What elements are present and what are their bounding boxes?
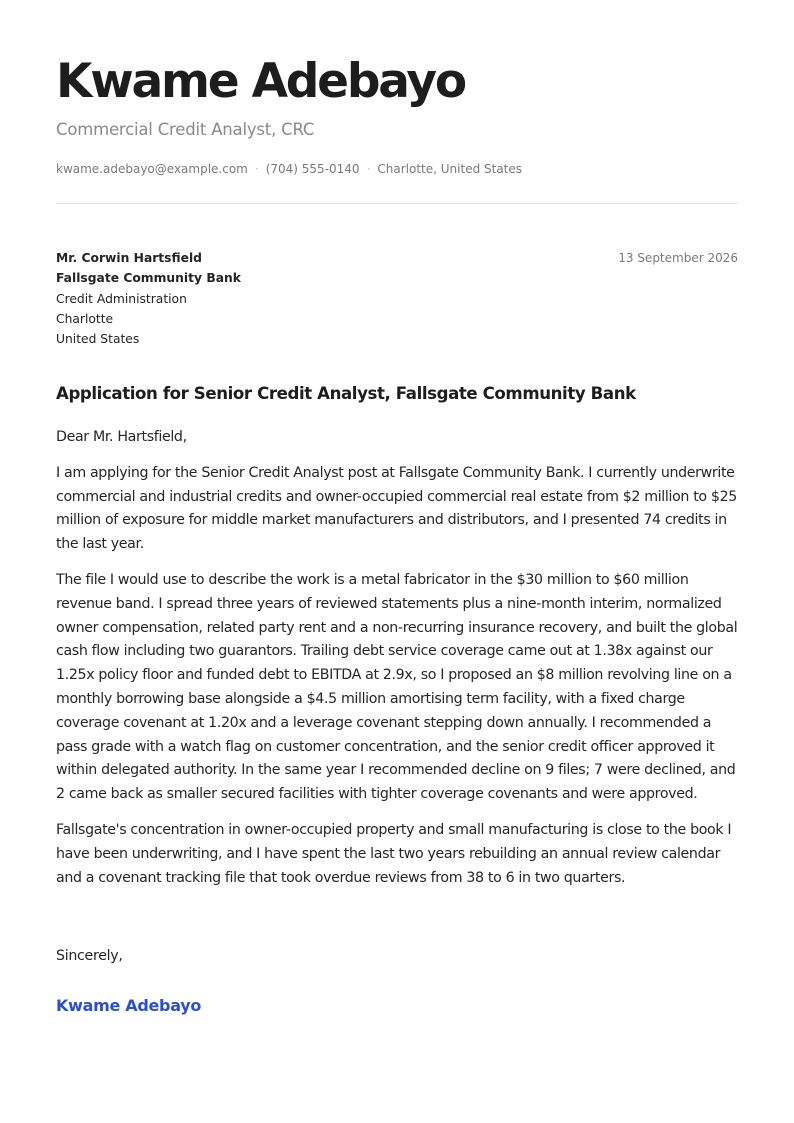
recipient-department: Credit Administration — [56, 291, 187, 306]
body-paragraph: The file I would use to describe the work is a metal fabricator in the $30 million to $60 million revenue band. I spread three years of reviewed statements plus a nine-month interim, normalized owner compensation, related party rent and a non-recurring insurance recovery, and built the global cash flow including two guarantors. Trailing debt service coverage came out at 1.38x against our 1.25x policy floor and funded debt to EBITDA at 2.9x, so I proposed an $8 million revolving line on a monthly borrowing base alongside a $4.5 million amortising term facility, with a fixed charge coverage covenant at 1.20x and a leverage covenant stepping down annually. I recommended a pass grade with a watch flag on customer concentration, and the senior credit officer approved it within delegated authority. In the same year I recommended decline on 9 files; 7 were declined, and 2 came back as smaller secured facilities with tighter coverage covenants and were approved. — [56, 571, 738, 803]
applicant-title: Commercial Credit Analyst, CRC — [56, 120, 315, 139]
letter-body — [56, 426, 738, 902]
body-paragraph: I am applying for the Senior Credit Analyst post at Fallsgate Community Bank. I currently underwrite commercial and industrial credits and owner-occupied commercial real estate from $2 million to $25 million of exposure for middle market manufacturers and distributors, and I presented 74 credits in the last year. — [56, 464, 737, 553]
salutation: Dear Mr. Hartsfield, — [56, 429, 187, 445]
letter-date: 13 September 2026 — [618, 251, 738, 265]
signature: Kwame Adebayo — [56, 996, 202, 1015]
recipient-city: Charlotte — [56, 311, 114, 326]
closing: Sincerely, — [56, 948, 123, 964]
recipient-name: Mr. Corwin Hartsfield — [56, 251, 202, 265]
contact-separator: · — [366, 162, 371, 176]
recipient-address — [56, 248, 241, 349]
contact-email[interactable]: kwame.adebayo@example.com — [56, 162, 248, 176]
contact-separator: · — [254, 162, 259, 176]
contact-location: Charlotte, United States — [377, 162, 523, 176]
recipient-company: Fallsgate Community Bank — [56, 271, 241, 286]
contact-phone[interactable]: (704) 555-0140 — [265, 162, 360, 176]
applicant-name: Kwame Adebayo — [56, 54, 465, 109]
contact-line — [56, 161, 522, 178]
recipient-country: United States — [56, 332, 140, 347]
header-divider — [56, 203, 738, 204]
body-paragraph: Fallsgate's concentration in owner-occupied property and small manufacturing is close to the book I have been underwriting, and I have spent the last two years rebuilding an annual review calendar and a covenant tracking file that took overdue reviews from 38 to 6 in two quarters. — [56, 821, 732, 886]
letter-subject: Application for Senior Credit Analyst, Fallsgate Community Bank — [56, 384, 636, 403]
